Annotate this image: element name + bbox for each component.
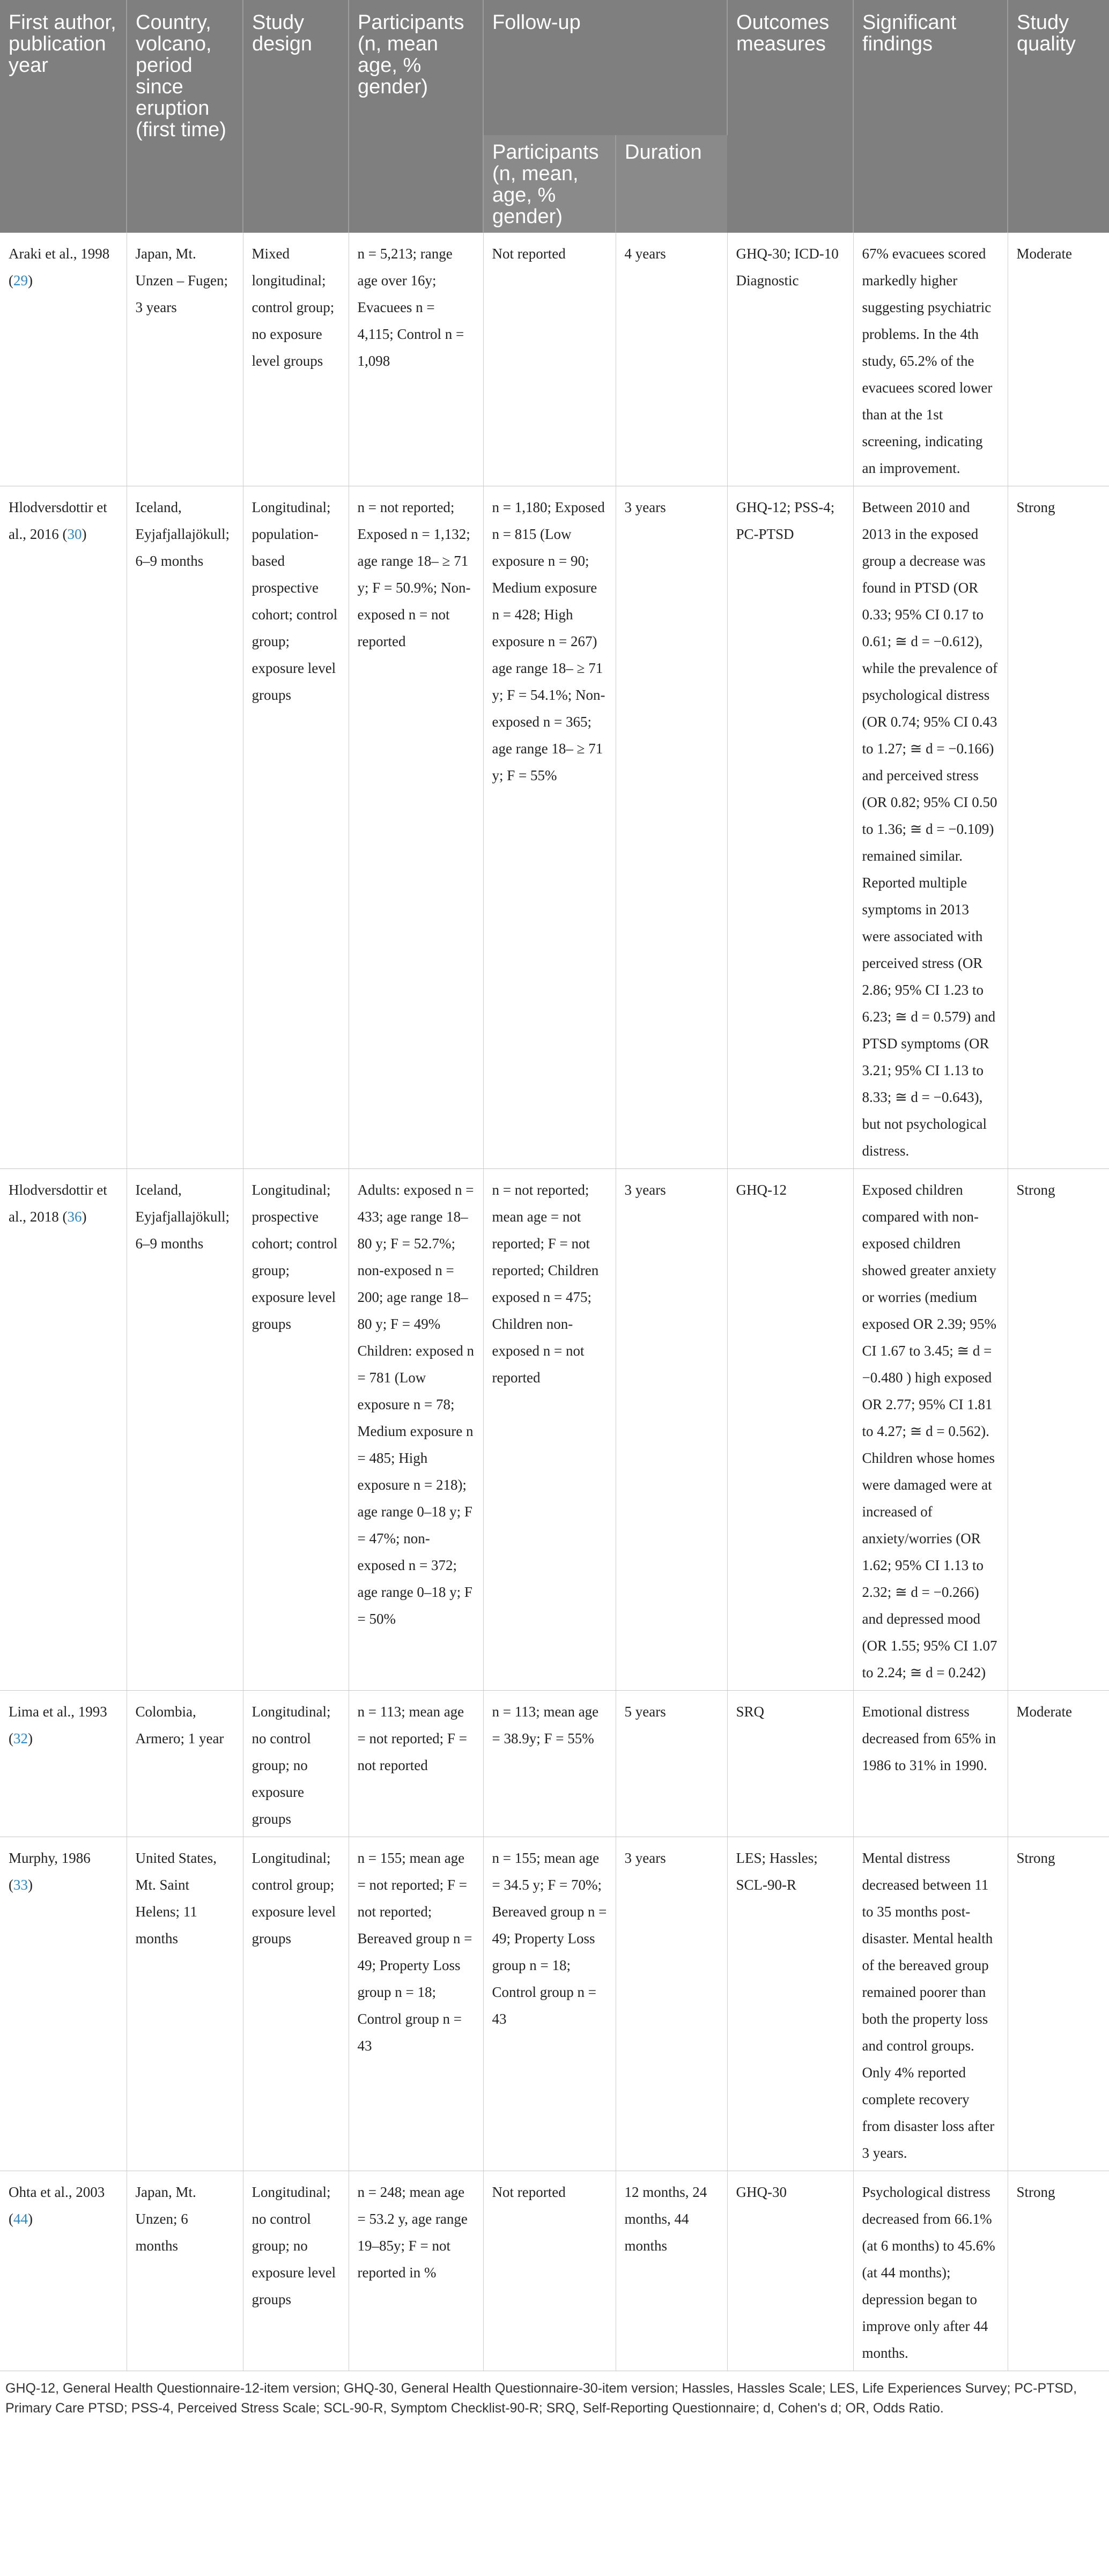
cell-duration: 3 years	[616, 1169, 727, 1691]
citation-link[interactable]: 32	[13, 1730, 28, 1746]
header-design: Study design	[243, 0, 349, 233]
cell-outcomes: GHQ-30; ICD-10 Diagnostic	[727, 233, 853, 486]
author-name: Lima et al., 1993	[9, 1704, 107, 1720]
header-participants: Participants (n, mean age, % gender)	[349, 0, 483, 233]
cell-country: United States, Mt. Saint Helens; 11 months	[127, 1837, 243, 2171]
cell-participants: n = 155; mean age = not reported; F = not reported; Bereaved group n = 49; Property Loss group n = 18; Control group n = 43	[349, 1837, 483, 2171]
cell-country: Japan, Mt. Unzen – Fugen; 3 years	[127, 233, 243, 486]
cell-fu-participants: n = 1,180; Exposed n = 815 (Low exposure n = 90; Medium exposure n = 428; High exposure n = 267) age range 18– ≥ 71 y; F = 54.1%; Non-exposed n = 365; age range 18– ≥ 71 y; F = 55%	[483, 486, 616, 1169]
cell-author: Ohta et al., 2003 (44)	[0, 2171, 127, 2371]
cell-quality: Moderate	[1008, 1691, 1109, 1837]
cell-design: Longitudinal; control group; exposure level groups	[243, 1837, 349, 2171]
table-footnote: GHQ-12, General Health Questionnaire-12-item version; GHQ-30, General Health Questionnaire-30-item version; Hassles, Hassles Scale; LES, Life Experiences Survey; PC-PTSD, Primary Care PTSD; PSS-4, Perceived Stress Scale; SCL-90-R, Symptom Checklist-90-R; SRQ, Self-Reporting Questionnaire; d, Cohen's d; OR, Odds Ratio.	[0, 2371, 1109, 2426]
cell-outcomes: LES; Hassles; SCL-90-R	[727, 1837, 853, 2171]
cell-country: Japan, Mt. Unzen; 6 months	[127, 2171, 243, 2371]
cell-participants: n = not reported; Exposed n = 1,132; age range 18– ≥ 71 y; F = 50.9%; Non-exposed n = not reported	[349, 486, 483, 1169]
citation-link[interactable]: 29	[13, 272, 28, 288]
author-name: Araki et al., 1998	[9, 246, 110, 262]
cell-author: Hlodversdottir et al., 2016 (30)	[0, 486, 127, 1169]
author-name: Hlodversdottir et al., 2018	[9, 1182, 107, 1225]
cell-duration: 3 years	[616, 486, 727, 1169]
author-name: Hlodversdottir et al., 2016	[9, 499, 107, 542]
cell-fu-participants: Not reported	[483, 2171, 616, 2371]
header-fu-duration: Duration	[616, 135, 727, 233]
cell-design: Longitudinal; population-based prospective cohort; control group; exposure level groups	[243, 486, 349, 1169]
cell-quality: Strong	[1008, 486, 1109, 1169]
cell-outcomes: GHQ-12	[727, 1169, 853, 1691]
header-author: First author, publication year	[0, 0, 127, 233]
citation-link[interactable]: 33	[13, 1877, 28, 1893]
author-name: Ohta et al., 2003	[9, 2184, 105, 2200]
cell-participants: n = 5,213; range age over 16y; Evacuees n = 4,115; Control n = 1,098	[349, 233, 483, 486]
header-findings: Significant findings	[853, 0, 1008, 233]
table-row	[0, 486, 1109, 1169]
cell-duration: 5 years	[616, 1691, 727, 1837]
cell-author: Hlodversdottir et al., 2018 (36)	[0, 1169, 127, 1691]
cell-author: Araki et al., 1998 (29)	[0, 233, 127, 486]
cell-participants: n = 113; mean age = not reported; F = not reported	[349, 1691, 483, 1837]
cell-quality: Strong	[1008, 1169, 1109, 1691]
cell-country: Iceland, Eyjafjallajökull; 6–9 months	[127, 1169, 243, 1691]
cell-duration: 4 years	[616, 233, 727, 486]
cell-country: Colombia, Armero; 1 year	[127, 1691, 243, 1837]
cell-design: Mixed longitudinal; control group; no exposure level groups	[243, 233, 349, 486]
header-fu-participants: Participants (n, mean, age, % gender)	[483, 135, 616, 233]
citation-link[interactable]: 44	[13, 2211, 28, 2227]
cell-outcomes: GHQ-12; PSS-4; PC-PTSD	[727, 486, 853, 1169]
cell-author: Murphy, 1986 (33)	[0, 1837, 127, 2171]
header-follow-up: Follow-up	[483, 0, 727, 135]
cell-duration: 12 months, 24 months, 44 months	[616, 2171, 727, 2371]
cell-country: Iceland, Eyjafjallajökull; 6–9 months	[127, 486, 243, 1169]
cell-fu-participants: n = not reported; mean age = not reported; F = not reported; Children exposed n = 475; Children non-exposed n = not reported	[483, 1169, 616, 1691]
cell-fu-participants: n = 113; mean age = 38.9y; F = 55%	[483, 1691, 616, 1837]
cell-fu-participants: n = 155; mean age = 34.5 y; F = 70%; Bereaved group n = 49; Property Loss group n = 18; Control group n = 43	[483, 1837, 616, 2171]
header-quality: Study quality	[1008, 0, 1109, 233]
table-row	[0, 2171, 1109, 2371]
cell-participants: n = 248; mean age = 53.2 y, age range 19–85y; F = not reported in %	[349, 2171, 483, 2371]
cell-participants: Adults: exposed n = 433; age range 18–80 y; F = 52.7%; non-exposed n = 200; age range 18–80 y; F = 49% Children: exposed n = 781 (Low exposure n = 78; Medium exposure n = 485; High exposure n = 218); age range 0–18 y; F = 47%; non-exposed n = 372; age range 0–18 y; F = 50%	[349, 1169, 483, 1691]
header-outcomes: Outcomes measures	[727, 0, 853, 233]
cell-quality: Strong	[1008, 1837, 1109, 2171]
table-row	[0, 233, 1109, 486]
cell-design: Longitudinal; no control group; no exposure groups	[243, 1691, 349, 1837]
citation-link[interactable]: 36	[67, 1209, 82, 1225]
cell-findings: 67% evacuees scored markedly higher suggesting psychiatric problems. In the 4th study, 65.2% of the evacuees scored lower than at the 1st screening, indicating an improvement.	[853, 233, 1008, 486]
cell-findings: Exposed children compared with non-exposed children showed greater anxiety or worries (medium exposed OR 2.39; 95% CI 1.67 to 3.45; ≅ d = −0.480 ) high exposed OR 2.77; 95% CI 1.81 to 4.27; ≅ d = 0.562). Children whose homes were damaged were at increased of anxiety/worries (OR 1.62; 95% CI 1.13 to 2.32; ≅ d = −0.266) and depressed mood (OR 1.55; 95% CI 1.07 to 2.24; ≅ d = 0.242)	[853, 1169, 1008, 1691]
cell-findings: Mental distress decreased between 11 to 35 months post-disaster. Mental health of the bereaved group remained poorer than both the property loss and control groups. Only 4% reported complete recovery from disaster loss after 3 years.	[853, 1837, 1008, 2171]
cell-findings: Psychological distress decreased from 66.1% (at 6 months) to 45.6% (at 44 months); depression began to improve only after 44 months.	[853, 2171, 1008, 2371]
cell-outcomes: GHQ-30	[727, 2171, 853, 2371]
cell-design: Longitudinal; prospective cohort; control group; exposure level groups	[243, 1169, 349, 1691]
table-row	[0, 1169, 1109, 1691]
cell-findings: Emotional distress decreased from 65% in 1986 to 31% in 1990.	[853, 1691, 1008, 1837]
author-name: Murphy, 1986	[9, 1850, 91, 1866]
cell-duration: 3 years	[616, 1837, 727, 2171]
cell-outcomes: SRQ	[727, 1691, 853, 1837]
cell-author: Lima et al., 1993 (32)	[0, 1691, 127, 1837]
header-country: Country, volcano, period since eruption (first time)	[127, 0, 243, 233]
table-body	[0, 233, 1109, 2371]
table-row	[0, 1837, 1109, 2171]
cell-findings: Between 2010 and 2013 in the exposed group a decrease was found in PTSD (OR 0.33; 95% CI 0.17 to 0.61; ≅ d = −0.612), while the prevalence of psychological distress (OR 0.74; 95% CI 0.43 to 1.27; ≅ d = −0.166) and perceived stress (OR 0.82; 95% CI 0.50 to 1.36; ≅ d = −0.109) remained similar. Reported multiple symptoms in 2013 were associated with perceived stress (OR 2.86; 95% CI 1.23 to 6.23; ≅ d = 0.579) and PTSD symptoms (OR 3.21; 95% CI 1.13 to 8.33; ≅ d = −0.643), but not psychological distress.	[853, 486, 1008, 1169]
cell-fu-participants: Not reported	[483, 233, 616, 486]
table-row	[0, 1691, 1109, 1837]
cell-design: Longitudinal; no control group; no exposure level groups	[243, 2171, 349, 2371]
cell-quality: Moderate	[1008, 233, 1109, 486]
citation-link[interactable]: 30	[67, 526, 82, 542]
cell-quality: Strong	[1008, 2171, 1109, 2371]
